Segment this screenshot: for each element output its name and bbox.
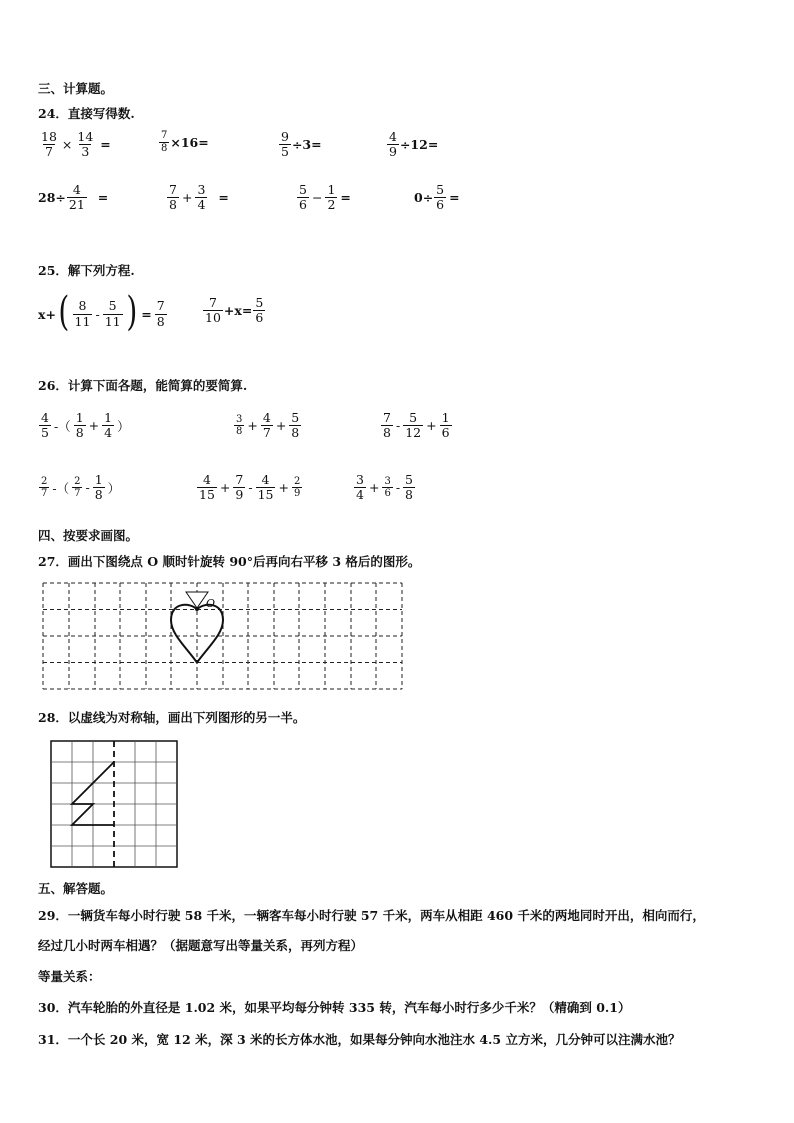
q24-item-4: $\frac{4}{9}$ ÷12= bbox=[389, 129, 439, 160]
fraction: $\frac{1}{2}$ bbox=[327, 182, 336, 213]
fraction: $\frac{4}{7}$ bbox=[262, 410, 271, 441]
q24-item-2: $\frac{7}{8}$ ×16= bbox=[161, 130, 209, 154]
question-29-line-1: 29．一辆货车每小时行驶 58 千米，一辆客车每小时行驶 57 千米，两车从相距 460 千米的两地同时开出，相向而行， bbox=[38, 908, 705, 923]
fraction: $\frac{14}{3}$ bbox=[77, 129, 94, 160]
fraction: $\frac{2}{7}$ bbox=[74, 475, 81, 500]
q24-item-5: 28÷ $\frac{4}{21}$ = bbox=[38, 182, 109, 213]
fraction: $\frac{9}{5}$ bbox=[281, 129, 289, 160]
section-heading-4: 四、按要求画图。 bbox=[38, 528, 139, 543]
fraction: $\frac{5}{6}$ bbox=[299, 182, 307, 213]
fraction: $\frac{7}{8}$ bbox=[156, 298, 165, 329]
fraction: $\frac{7}{8}$ bbox=[161, 130, 168, 154]
fraction: $\frac{3}{4}$ bbox=[356, 472, 364, 503]
q24-item-1: $\frac{18}{7}$ × $\frac{14}{3}$ = bbox=[41, 129, 111, 160]
question-30-text: 30．汽车轮胎的外直径是 1.02 米，如果平均每分钟转 335 转，汽车每小时行多少千米？（精确到 0.1） bbox=[38, 1000, 631, 1015]
question-29-line-2: 经过几小时两车相遇？（据题意写出等量关系，再列方程） bbox=[38, 938, 364, 953]
fraction: $\frac{7}{8}$ bbox=[383, 410, 391, 441]
fraction: $\frac{5}{8}$ bbox=[291, 410, 300, 441]
q26-item-2: $\frac{3}{8}$ + $\frac{4}{7}$ + $\frac{5}{8}$ bbox=[236, 410, 300, 441]
point-o-label: O bbox=[206, 597, 216, 610]
section-heading-3: 三、计算题。 bbox=[38, 81, 114, 96]
q24-item-7: $\frac{5}{6}$ − $\frac{1}{2}$ = bbox=[299, 182, 351, 213]
q25-equation-1: x+ ( $\frac{8}{11}$ - $\frac{5}{11}$ ) = $\frac{7}{8}$ bbox=[38, 289, 165, 335]
question-27-text: 27．画出下图绕点 O 顺时针旋转 90°后再向右平移 3 格后的图形。 bbox=[38, 554, 421, 569]
question-29-line-3: 等量关系： bbox=[38, 969, 101, 984]
q27-dashed-grid bbox=[40, 580, 406, 694]
fraction: $\frac{4}{9}$ bbox=[389, 129, 397, 160]
q26-item-3: $\frac{7}{8}$ - $\frac{5}{12}$ + $\frac{1}{6}$ bbox=[383, 410, 450, 441]
fraction: $\frac{7}{9}$ bbox=[235, 472, 244, 503]
fraction: $\frac{7}{10}$ bbox=[205, 295, 221, 326]
q26-item-1: $\frac{4}{5}$ -（ $\frac{1}{8}$ + $\frac{1}{4}$ ） bbox=[41, 410, 130, 441]
fraction: $\frac{1}{4}$ bbox=[104, 410, 113, 441]
q26-item-6: $\frac{3}{4}$ + $\frac{3}{6}$ - $\frac{5}{8}$ bbox=[356, 472, 413, 503]
fraction: $\frac{4}{21}$ bbox=[68, 182, 85, 213]
fraction: $\frac{3}{4}$ bbox=[197, 182, 206, 213]
question-25-title: 25．解下列方程. bbox=[38, 263, 135, 278]
question-31-text: 31．一个长 20 米，宽 12 米，深 3 米的长方体水池，如果每分钟向水池注水 4.5 立方米，几分钟可以注满水池？ bbox=[38, 1032, 681, 1047]
q24-item-6: $\frac{7}{8}$ + $\frac{3}{4}$ = bbox=[169, 182, 229, 213]
q24-item-8: 0÷ $\frac{5}{6}$ = bbox=[414, 182, 460, 213]
q26-item-5: $\frac{4}{15}$ + $\frac{7}{9}$ - $\frac{4}{15}$ + $\frac{2}{9}$ bbox=[199, 472, 301, 503]
fraction: $\frac{4}{15}$ bbox=[199, 472, 215, 503]
fraction: $\frac{4}{15}$ bbox=[257, 472, 274, 503]
fraction: $\frac{7}{8}$ bbox=[169, 182, 177, 213]
fraction: $\frac{2}{9}$ bbox=[293, 475, 301, 500]
fraction: $\frac{4}{5}$ bbox=[41, 410, 49, 441]
q24-item-3: $\frac{9}{5}$ ÷3= bbox=[281, 129, 322, 160]
fraction: $\frac{5}{8}$ bbox=[405, 472, 413, 503]
fraction: $\frac{3}{6}$ bbox=[384, 475, 391, 500]
fraction: $\frac{1}{8}$ bbox=[75, 410, 84, 441]
fraction: $\frac{8}{11}$ bbox=[74, 298, 91, 329]
q25-equation-2: $\frac{7}{10}$ +x= $\frac{5}{6}$ bbox=[205, 295, 264, 326]
question-24-title: 24．直接写得数. bbox=[38, 106, 135, 121]
fraction: $\frac{3}{8}$ bbox=[236, 413, 243, 438]
point-o bbox=[195, 607, 199, 611]
fraction: $\frac{5}{11}$ bbox=[104, 298, 121, 329]
question-26-title: 26．计算下面各题，能简算的要简算. bbox=[38, 378, 248, 393]
fraction: $\frac{18}{7}$ bbox=[41, 129, 57, 160]
fraction: $\frac{5}{12}$ bbox=[405, 410, 422, 441]
fraction: $\frac{5}{6}$ bbox=[255, 295, 264, 326]
section-heading-5: 五、解答题。 bbox=[38, 881, 114, 896]
fraction: $\frac{2}{7}$ bbox=[41, 475, 48, 500]
question-28-text: 28．以虚线为对称轴，画出下列图形的另一半。 bbox=[38, 710, 306, 725]
fraction: $\frac{1}{8}$ bbox=[94, 472, 103, 503]
fraction: $\frac{1}{6}$ bbox=[441, 410, 450, 441]
q26-item-4: $\frac{2}{7}$ -（ $\frac{2}{7}$ - $\frac{1}{8}$ ） bbox=[41, 472, 121, 503]
fraction: $\frac{5}{6}$ bbox=[436, 182, 445, 213]
q28-grid bbox=[50, 740, 180, 870]
